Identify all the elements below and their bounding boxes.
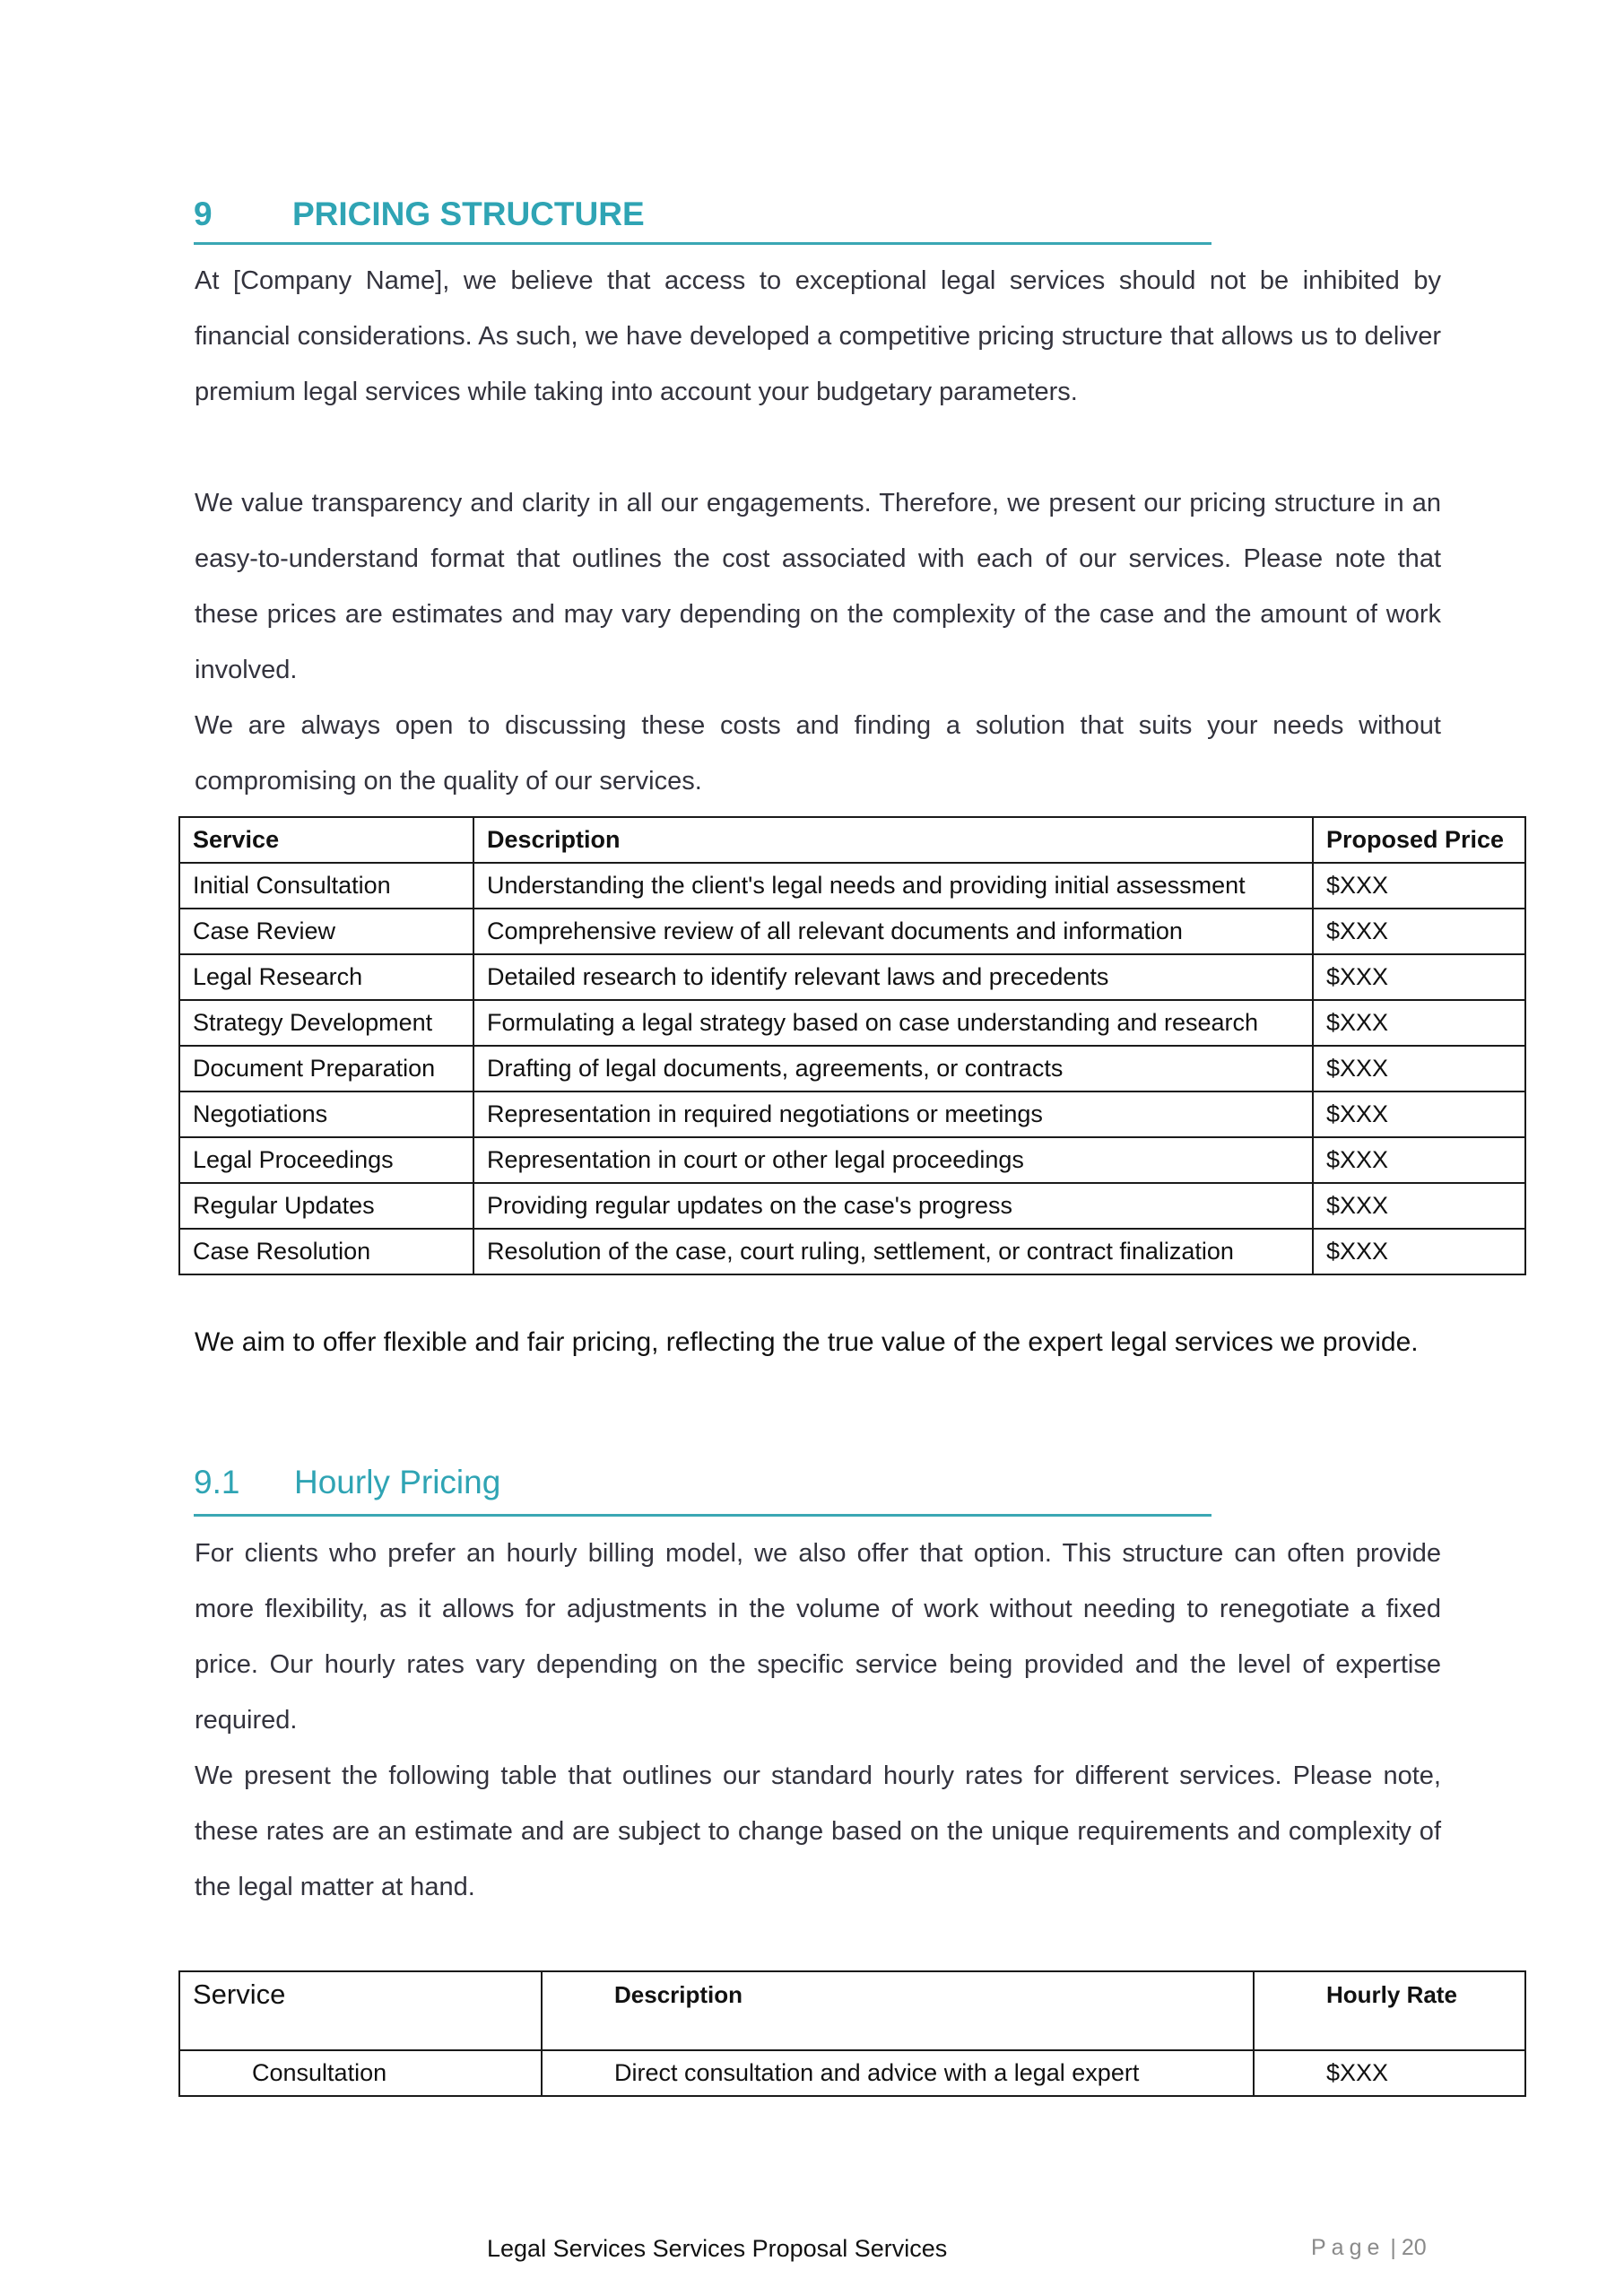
hourly-rate-table xyxy=(178,1970,1526,2097)
column-header-service: Service xyxy=(179,817,473,863)
section-number: 9 xyxy=(194,196,213,232)
table-row xyxy=(179,863,1525,909)
subsection-heading xyxy=(194,1464,500,1501)
table-row xyxy=(179,1229,1525,1274)
page-number: 20 xyxy=(1401,2235,1427,2260)
table-header-row xyxy=(179,1971,1525,2050)
price-cell: $XXX xyxy=(1313,863,1525,909)
paragraph: We present the following table that outlines our standard hourly rates for different services. Please note, these rates are an estimate and are subject to change based on the unique requirements and complexity of the legal matter at hand. xyxy=(195,1761,1441,1901)
description-cell: Providing regular updates on the case's progress xyxy=(473,1183,1313,1229)
service-cell: Negotiations xyxy=(179,1091,473,1137)
paragraph: For clients who prefer an hourly billing model, we also offer that option. This structure can often provide more flexibility, as it allows for adjustments in the volume of work without needing to renegotiate a fixed price. Our hourly rates vary depending on the specific service being provided and the level of expertise required. xyxy=(195,1539,1441,1735)
section-heading-underline xyxy=(194,242,1211,245)
transparency-paragraph xyxy=(195,475,1441,809)
column-header-service: Service xyxy=(179,1971,542,2050)
section-heading xyxy=(194,196,645,233)
page-label: Page xyxy=(1311,2235,1385,2260)
table-row xyxy=(179,2050,1525,2096)
service-cell: Legal Proceedings xyxy=(179,1137,473,1183)
description-cell: Comprehensive review of all relevant documents and information xyxy=(473,909,1313,954)
price-cell: $XXX xyxy=(1313,909,1525,954)
description-cell: Direct consultation and advice with a legal expert xyxy=(542,2050,1254,2096)
description-cell: Detailed research to identify relevant laws and precedents xyxy=(473,954,1313,1000)
footer-page-number: Page | 20 xyxy=(1311,2235,1427,2260)
price-cell: $XXX xyxy=(1313,1229,1525,1274)
paragraph: At [Company Name], we believe that access to exceptional legal services should not be inhibited by financial considerations. As such, we have developed a competitive pricing structure that allows us to deliver premium legal services while taking into account your budgetary parameters. xyxy=(195,266,1441,406)
column-header-price: Proposed Price xyxy=(1313,817,1525,863)
service-cell: Case Resolution xyxy=(179,1229,473,1274)
description-cell: Resolution of the case, court ruling, settlement, or contract finalization xyxy=(473,1229,1313,1274)
footer-document-title: Legal Services Services Proposal Services xyxy=(487,2235,948,2262)
paragraph: We are always open to discussing these costs and finding a solution that suits your needs without compromising on the quality of our services. xyxy=(195,711,1441,796)
service-cell: Regular Updates xyxy=(179,1183,473,1229)
description-cell: Formulating a legal strategy based on case understanding and research xyxy=(473,1000,1313,1046)
column-header-description: Description xyxy=(473,817,1313,863)
service-cell: Initial Consultation xyxy=(179,863,473,909)
subsection-title: Hourly Pricing xyxy=(294,1464,501,1500)
price-cell: $XXX xyxy=(1254,2050,1525,2096)
subsection-heading-underline xyxy=(194,1514,1211,1517)
service-cell: Strategy Development xyxy=(179,1000,473,1046)
service-cell: Case Review xyxy=(179,909,473,954)
hourly-paragraphs xyxy=(195,1526,1441,1915)
table-header-row xyxy=(179,817,1525,863)
table-row xyxy=(179,954,1525,1000)
description-cell: Drafting of legal documents, agreements, or contracts xyxy=(473,1046,1313,1091)
price-cell: $XXX xyxy=(1313,1091,1525,1137)
price-cell: $XXX xyxy=(1313,1137,1525,1183)
table-row xyxy=(179,1137,1525,1183)
service-cell: Consultation xyxy=(179,2050,542,2096)
service-cell: Legal Research xyxy=(179,954,473,1000)
price-cell: $XXX xyxy=(1313,1183,1525,1229)
service-cell: Document Preparation xyxy=(179,1046,473,1091)
subsection-number: 9.1 xyxy=(194,1464,240,1500)
section-intro-paragraph xyxy=(195,253,1441,420)
price-cell: $XXX xyxy=(1313,954,1525,1000)
description-cell: Representation in required negotiations or meetings xyxy=(473,1091,1313,1137)
table-row xyxy=(179,909,1525,954)
section-title: PRICING STRUCTURE xyxy=(292,196,645,232)
table-row xyxy=(179,1000,1525,1046)
column-header-hourly-rate: Hourly Rate xyxy=(1254,1971,1525,2050)
pricing-table xyxy=(178,816,1526,1275)
price-cell: $XXX xyxy=(1313,1046,1525,1091)
closing-paragraph: We aim to offer flexible and fair pricing, reflecting the true value of the expert legal services we provide. xyxy=(195,1327,1419,1357)
price-cell: $XXX xyxy=(1313,1000,1525,1046)
table-row xyxy=(179,1091,1525,1137)
table-row xyxy=(179,1046,1525,1091)
paragraph: We value transparency and clarity in all our engagements. Therefore, we present our pricing structure in an easy-to-understand format that outlines the cost associated with each of our services. Please note that these prices are estimates and may vary depending on the complexity of the case and the amount of work involved. xyxy=(195,489,1441,684)
column-header-description: Description xyxy=(542,1971,1254,2050)
table-row xyxy=(179,1183,1525,1229)
description-cell: Representation in court or other legal proceedings xyxy=(473,1137,1313,1183)
description-cell: Understanding the client's legal needs and providing initial assessment xyxy=(473,863,1313,909)
